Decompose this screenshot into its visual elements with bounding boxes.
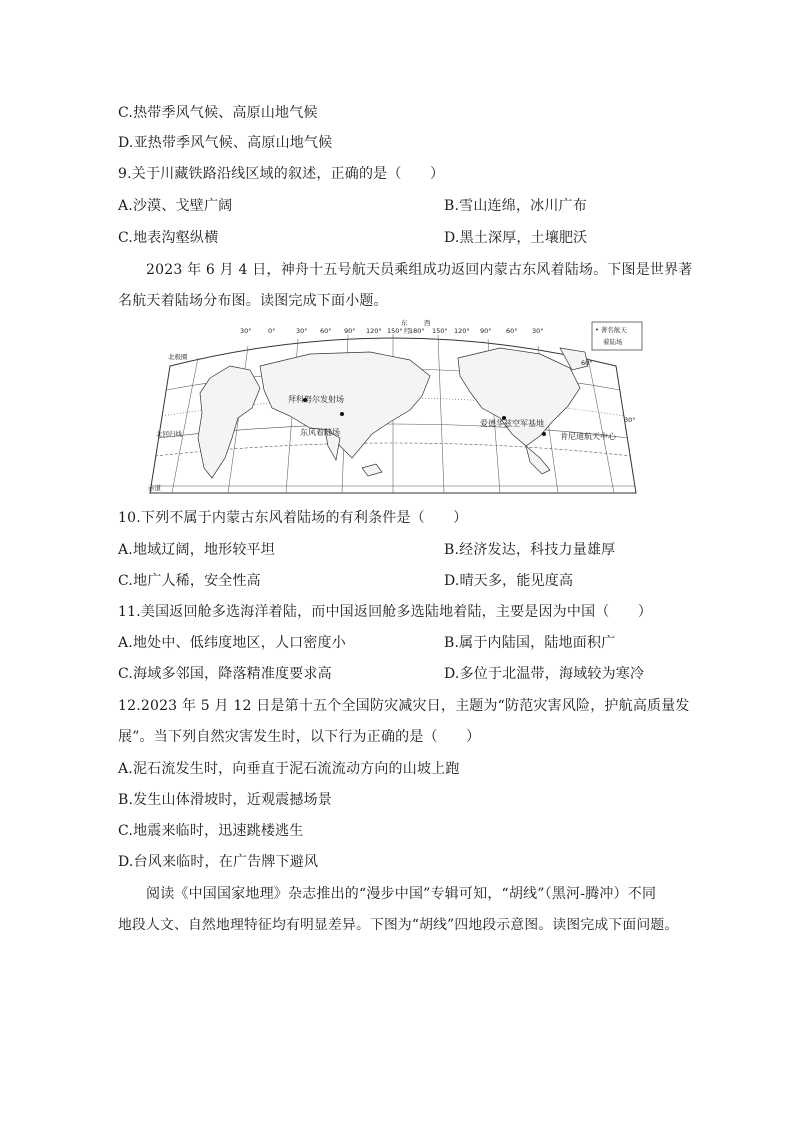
tick-label: 60° bbox=[506, 327, 518, 335]
dongfeng-label: 东风着陆场 bbox=[300, 428, 340, 437]
passage2-line2: 地段人文、自然地理特征均有明显差异。下图为“胡线”四地段示意图。读图完成下面问题。 bbox=[118, 917, 679, 933]
tick-label: 120° bbox=[454, 327, 470, 335]
q12-stem-line1: 12.2023 年 5 月 12 日是第十五个全国防灾减灾日，主题为“防范灾害风险，护航高质量发 bbox=[118, 698, 690, 714]
q11-option-a: A.地处中、低纬度地区，人口密度小 bbox=[118, 635, 346, 651]
q9-stem: 9.关于川藏铁路沿线区域的叙述，正确的是（ ） bbox=[118, 166, 445, 182]
tick-label: 120° bbox=[366, 327, 382, 335]
edwards-label: 爱德华兹空军基地 bbox=[480, 419, 544, 428]
tick-label: 150° bbox=[387, 327, 403, 335]
tick-label: 0° bbox=[268, 327, 276, 335]
q9-option-c: C.地表沟壑纵横 bbox=[118, 230, 219, 246]
lat-30-label: 30° bbox=[624, 416, 636, 424]
equator-label: 赤道 bbox=[148, 484, 161, 492]
q9-option-a: A.沙漠、戈壁广阔 bbox=[118, 198, 233, 214]
q11-option-b: B.属于内陆国，陆地面积广 bbox=[444, 635, 616, 651]
baikonur-label: 拜科努尔发射场 bbox=[288, 395, 344, 404]
meridian-label: 经 bbox=[404, 327, 411, 335]
q10-option-d: D.晴天多，能见度高 bbox=[444, 573, 574, 589]
q11-option-c: C.海域多邻国，降落精准度要求高 bbox=[118, 666, 332, 682]
tick-label: 60° bbox=[320, 327, 332, 335]
tick-label: 90° bbox=[344, 327, 356, 335]
arctic-circle-label: 北极圈 bbox=[168, 353, 188, 361]
tick-label: 30° bbox=[532, 327, 544, 335]
q10-option-c: C.地广人稀，安全性高 bbox=[118, 573, 261, 589]
kennedy-label: 肯尼迪航天中心 bbox=[560, 432, 616, 441]
lat-60-label: 60° bbox=[581, 359, 593, 367]
q10-option-b: B.经济发达，科技力量雄厚 bbox=[444, 542, 616, 558]
q12-option-a: A.泥石流发生时，向垂直于泥石流流动方向的山坡上跑 bbox=[118, 761, 460, 777]
passage2-line1: 阅读《中国国家地理》杂志推出的“漫步中国”专辑可知，“胡线”（黑河-腾冲）不同 bbox=[146, 886, 657, 902]
tick-label: 90° bbox=[480, 327, 492, 335]
q11-stem: 11.美国返回舱多选海洋着陆，而中国返回舱多选陆地着陆，主要是因为中国（ ） bbox=[118, 604, 653, 620]
q12-option-d: D.台风来临时，在广告牌下避风 bbox=[118, 854, 319, 870]
q9-option-b: B.雪山连绵，冰川广布 bbox=[444, 198, 587, 214]
tick-label: 30° bbox=[296, 327, 308, 335]
q11-option-d: D.多位于北温带，海域较为寒冷 bbox=[444, 666, 645, 682]
passage1-line1: 2023 年 6 月 4 日，神舟十五号航天员乘组成功返回内蒙古东风着陆场。下图是世界著 bbox=[146, 262, 693, 278]
world-landing-sites-map bbox=[140, 318, 646, 496]
q8-option-c: C.热带季风气候、高原山地气候 bbox=[118, 105, 318, 121]
kennedy-marker bbox=[542, 432, 546, 436]
q12-stem-line2: 展”。当下列自然灾害发生时，以下行为正确的是（ ） bbox=[118, 729, 481, 745]
q10-stem: 10.下列不属于内蒙古东风着陆场的有利条件是（ ） bbox=[118, 510, 468, 526]
dongfeng-marker bbox=[340, 412, 344, 416]
passage1-line2: 名航天着陆场分布图。读图完成下面小题。 bbox=[118, 293, 388, 309]
q10-option-a: A.地域辽阔，地形较平坦 bbox=[118, 542, 275, 558]
legend-line1: • 著名航天 bbox=[595, 326, 627, 334]
east-label: 东 bbox=[401, 319, 408, 327]
q12-option-c: C.地震来临时，迅速跳楼逃生 bbox=[118, 823, 304, 839]
tick-label: 30° bbox=[240, 327, 252, 335]
q12-option-b: B.发生山体滑坡时，近观震撼场景 bbox=[118, 792, 332, 808]
tropic-of-cancer-label: 北回归线 bbox=[156, 430, 182, 438]
tick-label: 150° bbox=[432, 327, 448, 335]
legend-line2: 着陆场 bbox=[603, 338, 623, 346]
q9-option-d: D.黑土深厚，土壤肥沃 bbox=[444, 230, 588, 246]
q8-option-d: D.亚热带季风气候、高原山地气候 bbox=[118, 135, 333, 151]
tick-label: 180° bbox=[409, 327, 425, 335]
west-label: 西 bbox=[424, 319, 431, 327]
